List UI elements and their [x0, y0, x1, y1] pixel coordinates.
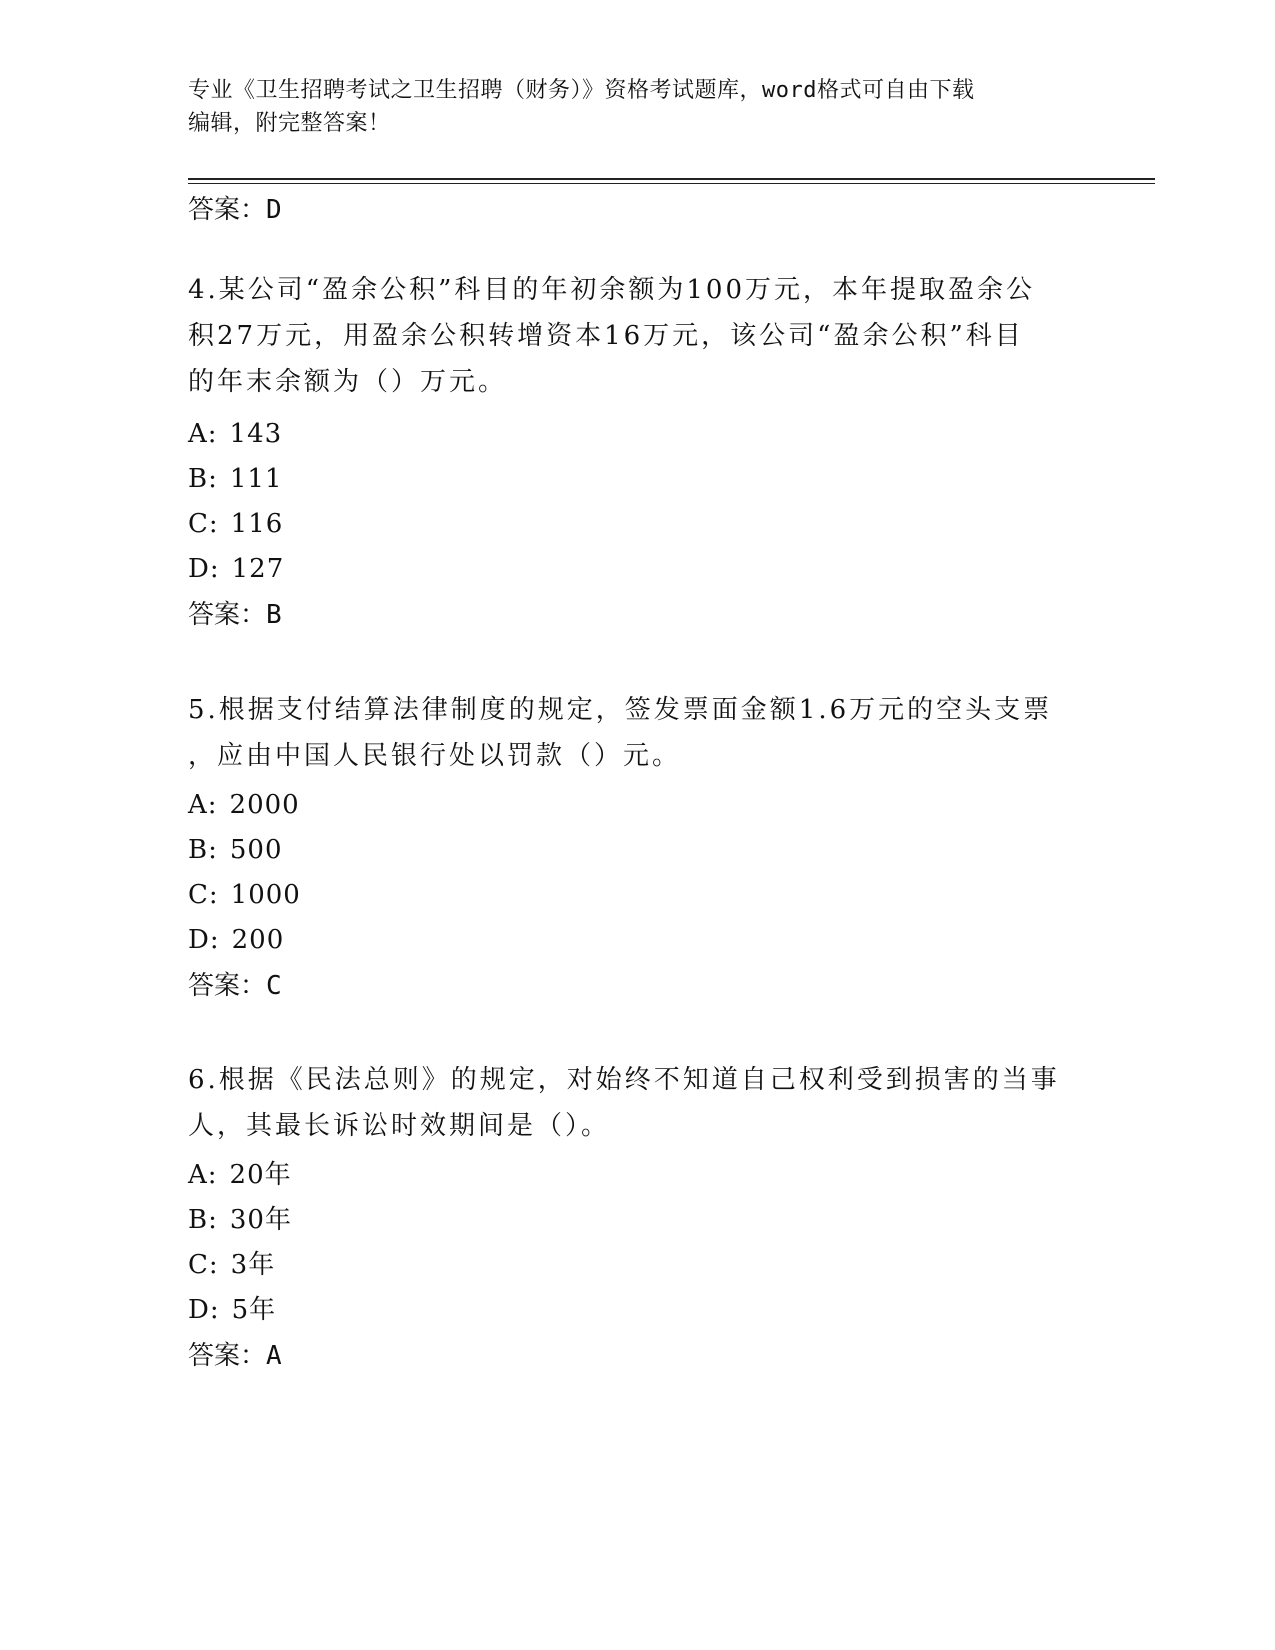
- option-text: 116: [230, 509, 284, 539]
- document-header: [188, 74, 1068, 140]
- question-line: 的年末余额为（）万元。: [188, 367, 508, 397]
- option-key: D:: [188, 925, 220, 955]
- option-a: [188, 1157, 292, 1193]
- question-line: 积27万元，用盈余公积转增资本16万元，该公司“盈余公积”科目: [188, 321, 1024, 351]
- option-text: 20年: [229, 1160, 292, 1190]
- option-key: B:: [188, 1205, 218, 1235]
- header-line-1: 专业《卫生招聘考试之卫生招聘（财务）》资格考试题库，word格式可自由下载: [188, 78, 975, 103]
- option-c: [188, 506, 283, 542]
- option-key: C:: [188, 880, 219, 910]
- option-a: [188, 416, 282, 452]
- question-line: 5.根据支付结算法律制度的规定，签发票面金额1.6万元的空头支票: [188, 695, 1053, 725]
- option-key: A:: [188, 790, 218, 820]
- option-key: C:: [188, 509, 219, 539]
- option-text: 127: [231, 554, 285, 584]
- option-key: D:: [188, 1295, 220, 1325]
- option-text: 500: [229, 835, 283, 865]
- option-d: [188, 1292, 276, 1328]
- option-b: [188, 461, 283, 497]
- answer-prev: 答案：D: [188, 195, 282, 225]
- option-text: 200: [231, 925, 285, 955]
- option-text: 111: [229, 464, 283, 494]
- option-key: B:: [188, 464, 218, 494]
- option-c: [188, 1247, 275, 1283]
- option-text: 2000: [229, 790, 300, 820]
- option-d: [188, 922, 284, 958]
- option-key: C:: [188, 1250, 219, 1280]
- option-b: [188, 832, 283, 868]
- question-4: [188, 267, 1068, 405]
- question-6: [188, 1057, 1068, 1149]
- question-line: 4.某公司“盈余公积”科目的年初余额为100万元，本年提取盈余公: [188, 275, 1036, 305]
- header-divider-thin: [188, 183, 1155, 184]
- question-5: [188, 687, 1068, 779]
- answer-4: 答案：B: [188, 600, 282, 630]
- option-key: A:: [188, 419, 218, 449]
- option-b: [188, 1202, 292, 1238]
- header-divider-thick: [188, 178, 1155, 180]
- option-text: 5年: [231, 1295, 277, 1325]
- option-a: [188, 787, 300, 823]
- question-line: 人，其最长诉讼时效期间是（）。: [188, 1111, 611, 1141]
- option-text: 30年: [229, 1205, 292, 1235]
- option-c: [188, 877, 301, 913]
- option-key: D:: [188, 554, 220, 584]
- answer-5: 答案：C: [188, 971, 282, 1001]
- option-text: 143: [229, 419, 283, 449]
- question-line: 6.根据《民法总则》的规定，对始终不知道自己权利受到损害的当事: [188, 1065, 1060, 1095]
- answer-6: 答案：A: [188, 1341, 282, 1371]
- option-d: [188, 551, 284, 587]
- option-text: 3年: [230, 1250, 276, 1280]
- option-key: A:: [188, 1160, 218, 1190]
- header-line-2: 编辑，附完整答案！: [188, 111, 391, 136]
- question-line: ，应由中国人民银行处以罚款（）元。: [188, 741, 682, 771]
- option-text: 1000: [230, 880, 301, 910]
- option-key: B:: [188, 835, 218, 865]
